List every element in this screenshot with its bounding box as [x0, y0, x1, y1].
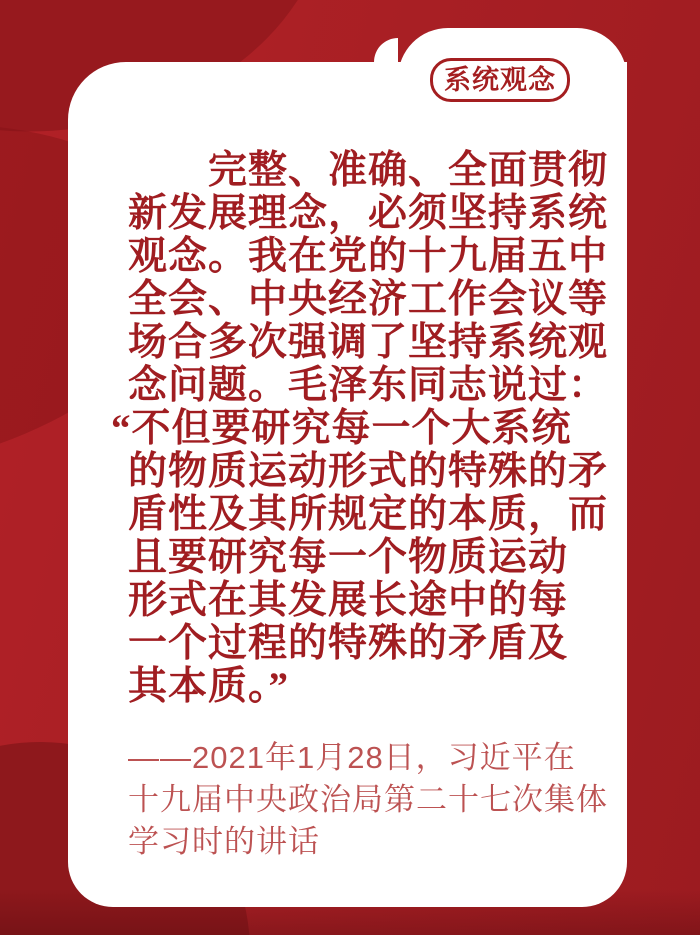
quote-line: 完整、准确、全面贯彻 — [208, 149, 609, 192]
card-tab-fillet — [374, 38, 398, 62]
quote-line: 盾性及其所规定的本质，而 — [128, 493, 609, 536]
attribution-line: ——2021年1月28日，习近平在 — [128, 740, 576, 775]
quote-line: 一个过程的特殊的矛盾及 — [128, 622, 569, 665]
quote-line: 且要研究每一个物质运动 — [128, 536, 569, 579]
quote-line: 念问题。毛泽东同志说过： — [128, 364, 609, 407]
quote-line: 其本质。” — [128, 665, 290, 708]
quote-line: 全会、中央经济工作会议等 — [128, 278, 609, 321]
quote-line: 新发展理念，必须坚持系统 — [128, 192, 609, 235]
quote-line: 形式在其发展长途中的每 — [128, 579, 569, 622]
quote-line: 场合多次强调了坚持系统观 — [128, 321, 609, 364]
topic-badge: 系统观念 — [430, 58, 570, 102]
quote-line: 观念。我在党的十九届五中 — [128, 235, 609, 278]
quote-text — [111, 149, 614, 708]
attribution-text — [128, 737, 614, 863]
attribution-line: 学习时的讲话 — [128, 824, 320, 859]
quote-line: 的物质运动形式的特殊的矛 — [128, 450, 609, 493]
attribution-line: 十九届中央政治局第二十七次集体 — [128, 782, 608, 817]
quote-line: “不但要研究每一个大系统 — [111, 407, 572, 450]
